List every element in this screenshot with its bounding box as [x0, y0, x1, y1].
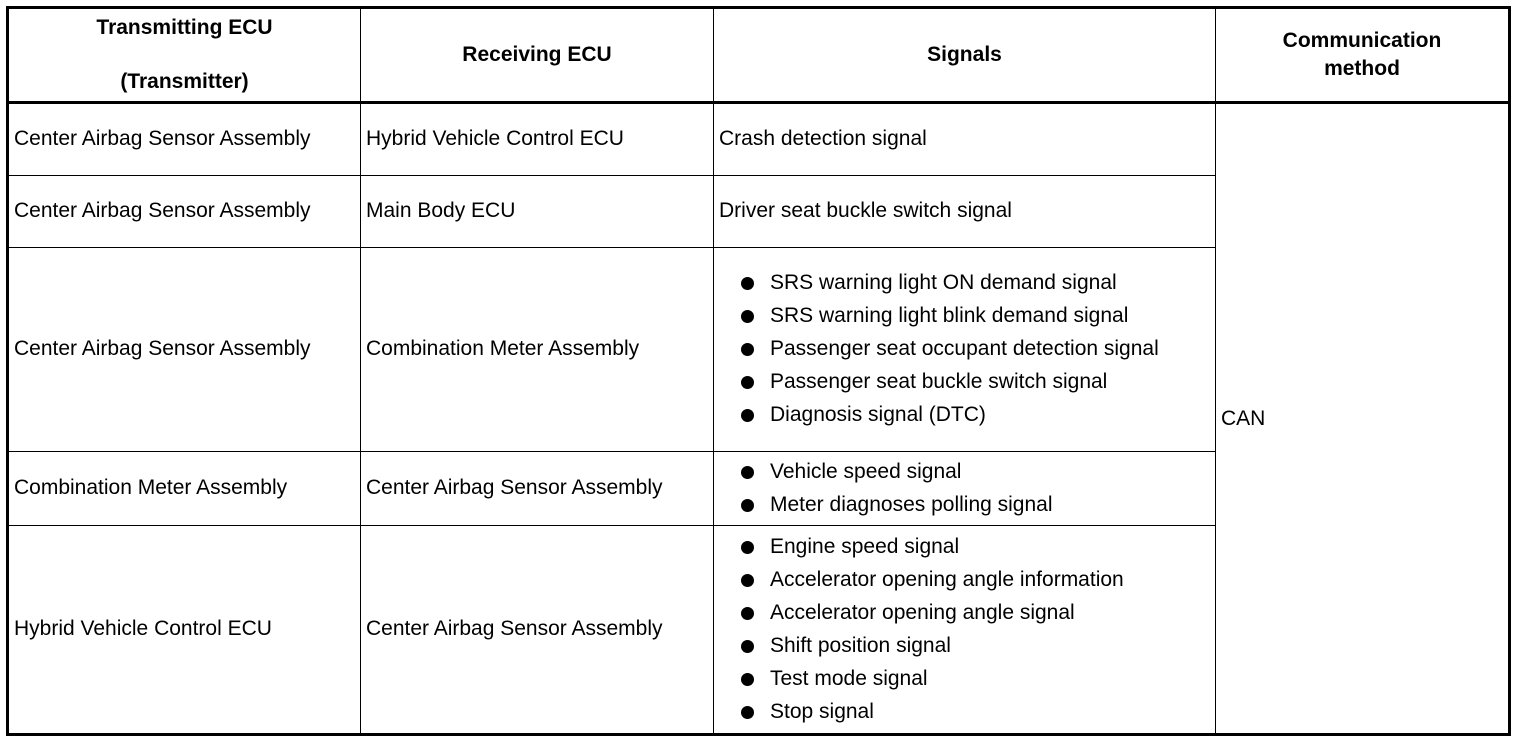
bullet-icon: [741, 607, 754, 620]
header-transmitter-line2: (Transmitter): [120, 70, 249, 93]
header-communication-method: [1216, 8, 1510, 103]
signal-text: Accelerator opening angle information: [770, 567, 1124, 591]
transmitter-cell: Center Airbag Sensor Assembly: [8, 175, 361, 247]
signal-list-item: [719, 598, 1210, 628]
signal-list-item: [719, 400, 1210, 430]
signal-text: Test mode signal: [770, 666, 928, 690]
signal-list-item: [719, 301, 1210, 331]
bullet-icon: [741, 499, 754, 512]
table-row: [8, 103, 1510, 176]
signal-list-item: [719, 334, 1210, 364]
transmitter-cell: Center Airbag Sensor Assembly: [8, 247, 361, 451]
signal-list-item: [719, 367, 1210, 397]
transmitter-cell: Hybrid Vehicle Control ECU: [8, 525, 361, 734]
transmitter-cell: Center Airbag Sensor Assembly: [8, 103, 361, 176]
signal-text: SRS warning light ON demand signal: [770, 271, 1117, 295]
signal-list: [719, 457, 1210, 520]
bullet-icon: [741, 466, 754, 479]
header-comm-line1: Communication: [1282, 29, 1442, 52]
signal-list-item: [719, 457, 1210, 487]
signal-cell: [714, 247, 1216, 451]
header-row: [8, 8, 1510, 103]
signal-list-item: [719, 490, 1210, 520]
signal-list: [719, 532, 1210, 727]
ecu-communication-table: [6, 6, 1511, 736]
receiver-cell: Hybrid Vehicle Control ECU: [361, 103, 714, 176]
header-transmitter-line1: Transmitting ECU: [96, 16, 273, 39]
signal-text: Vehicle speed signal: [770, 459, 962, 483]
signal-cell: Crash detection signal: [714, 103, 1216, 176]
transmitter-cell: Combination Meter Assembly: [8, 451, 361, 525]
bullet-icon: [741, 574, 754, 587]
header-receiver: Receiving ECU: [361, 8, 714, 103]
signal-text: SRS warning light blink demand signal: [770, 304, 1129, 328]
signal-text: Stop signal: [770, 699, 874, 723]
signal-cell: Driver seat buckle switch signal: [714, 175, 1216, 247]
communication-method-cell: CAN: [1216, 103, 1510, 735]
signal-text: Accelerator opening angle signal: [770, 600, 1075, 624]
bullet-icon: [741, 706, 754, 719]
signal-text: Meter diagnoses polling signal: [770, 492, 1053, 516]
signal-text: Engine speed signal: [770, 534, 960, 558]
signal-list-item: [719, 268, 1210, 298]
bullet-icon: [741, 310, 754, 323]
receiver-cell: Main Body ECU: [361, 175, 714, 247]
header-transmitter: [8, 8, 361, 103]
receiver-cell: Center Airbag Sensor Assembly: [361, 451, 714, 525]
bullet-icon: [741, 640, 754, 653]
signal-list-item: [719, 664, 1210, 694]
signal-list-item: [719, 697, 1210, 727]
bullet-icon: [741, 376, 754, 389]
signal-list-item: [719, 631, 1210, 661]
bullet-icon: [741, 277, 754, 290]
signal-cell: [714, 525, 1216, 734]
header-signals: Signals: [714, 8, 1216, 103]
signal-text: Diagnosis signal (DTC): [770, 403, 986, 427]
receiver-cell: Combination Meter Assembly: [361, 247, 714, 451]
bullet-icon: [741, 673, 754, 686]
bullet-icon: [741, 541, 754, 554]
receiver-cell: Center Airbag Sensor Assembly: [361, 525, 714, 734]
signal-text: Passenger seat buckle switch signal: [770, 370, 1108, 394]
signal-list: [719, 268, 1210, 430]
header-comm-line2: method: [1324, 57, 1400, 80]
signal-list-item: [719, 565, 1210, 595]
signal-text: Shift position signal: [770, 633, 951, 657]
signal-cell: [714, 451, 1216, 525]
signal-text: Passenger seat occupant detection signal: [770, 337, 1159, 361]
bullet-icon: [741, 409, 754, 422]
bullet-icon: [741, 343, 754, 356]
signal-list-item: [719, 532, 1210, 562]
